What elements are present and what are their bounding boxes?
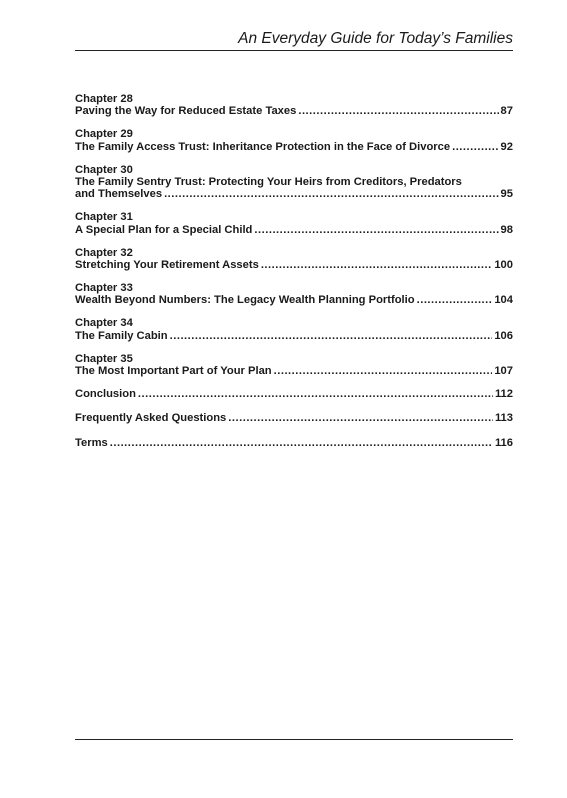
page-number: 107 xyxy=(494,365,513,377)
page-number: 104 xyxy=(494,294,513,307)
chapter-number: Chapter 28 xyxy=(75,93,133,105)
toc-entry-faq[interactable] xyxy=(75,412,513,424)
toc-line xyxy=(75,330,513,342)
table-of-contents xyxy=(75,93,513,461)
chapter-number: Chapter 30 xyxy=(75,163,133,176)
page-number: 98 xyxy=(500,223,513,236)
dot-leader xyxy=(164,188,498,200)
toc-entry-chapter-31[interactable] xyxy=(75,211,513,236)
toc-entry-chapter-30[interactable] xyxy=(75,164,513,201)
toc-entry-terms[interactable] xyxy=(75,437,513,449)
chapter-title: Wealth Beyond Numbers: The Legacy Wealth Planning Portfolio xyxy=(75,294,415,307)
chapter-title: Stretching Your Retirement Assets xyxy=(75,259,259,272)
page-number: 92 xyxy=(500,140,513,153)
running-header-title: An Everyday Guide for Today’s Families xyxy=(238,30,513,47)
dot-leader xyxy=(417,294,493,306)
section-title: Terms xyxy=(75,436,108,449)
page-number: 87 xyxy=(500,105,513,118)
section-title: Conclusion xyxy=(75,387,136,400)
toc-entry-chapter-34[interactable] xyxy=(75,317,513,342)
page-number: 106 xyxy=(494,329,513,342)
dot-leader xyxy=(254,224,498,236)
toc-line xyxy=(75,224,513,236)
toc-line xyxy=(75,105,513,117)
toc-line xyxy=(75,437,513,449)
toc-entry-chapter-28[interactable] xyxy=(75,93,513,118)
dot-leader xyxy=(110,437,493,449)
dot-leader xyxy=(228,412,493,424)
chapter-number: Chapter 33 xyxy=(75,281,133,294)
chapter-number: Chapter 32 xyxy=(75,246,133,259)
dot-leader xyxy=(298,105,498,117)
toc-line xyxy=(75,294,513,306)
chapter-title: The Family Cabin xyxy=(75,329,168,342)
header-rule xyxy=(75,50,513,51)
chapter-title: A Special Plan for a Special Child xyxy=(75,223,253,236)
toc-entry-chapter-35[interactable] xyxy=(75,353,513,378)
page-number: 95 xyxy=(500,188,513,201)
page-number: 112 xyxy=(494,387,513,400)
toc-entry-chapter-32[interactable] xyxy=(75,247,513,272)
toc-line xyxy=(75,412,513,424)
chapter-title-line-1: The Family Sentry Trust: Protecting Your Heirs from Creditors, Predators xyxy=(75,176,462,189)
toc-line xyxy=(75,365,513,377)
chapter-number: Chapter 35 xyxy=(75,352,133,365)
chapter-number: Chapter 31 xyxy=(75,211,133,224)
dot-leader xyxy=(170,330,493,342)
page-number: 113 xyxy=(494,412,513,425)
page-number: 100 xyxy=(494,259,513,272)
footer-rule xyxy=(75,739,513,740)
chapter-title: The Most Important Part of Your Plan xyxy=(75,365,272,377)
dot-leader xyxy=(274,365,493,377)
page-number: 116 xyxy=(494,436,513,449)
chapter-number: Chapter 29 xyxy=(75,128,133,141)
toc-line xyxy=(75,188,513,200)
dot-leader xyxy=(452,141,498,153)
dot-leader xyxy=(138,388,493,400)
toc-line xyxy=(75,141,513,153)
chapter-title: and Themselves xyxy=(75,188,163,201)
toc-line xyxy=(75,259,513,271)
toc-entry-chapter-29[interactable] xyxy=(75,128,513,153)
chapter-title: Paving the Way for Reduced Estate Taxes xyxy=(75,105,297,118)
chapter-title: The Family Access Trust: Inheritance Protection in the Face of Divorce xyxy=(75,140,451,153)
toc-entry-conclusion[interactable] xyxy=(75,388,513,400)
chapter-number: Chapter 34 xyxy=(75,317,133,330)
toc-entry-chapter-33[interactable] xyxy=(75,282,513,307)
section-title: Frequently Asked Questions xyxy=(75,412,227,425)
toc-line xyxy=(75,388,513,400)
dot-leader xyxy=(261,259,493,271)
